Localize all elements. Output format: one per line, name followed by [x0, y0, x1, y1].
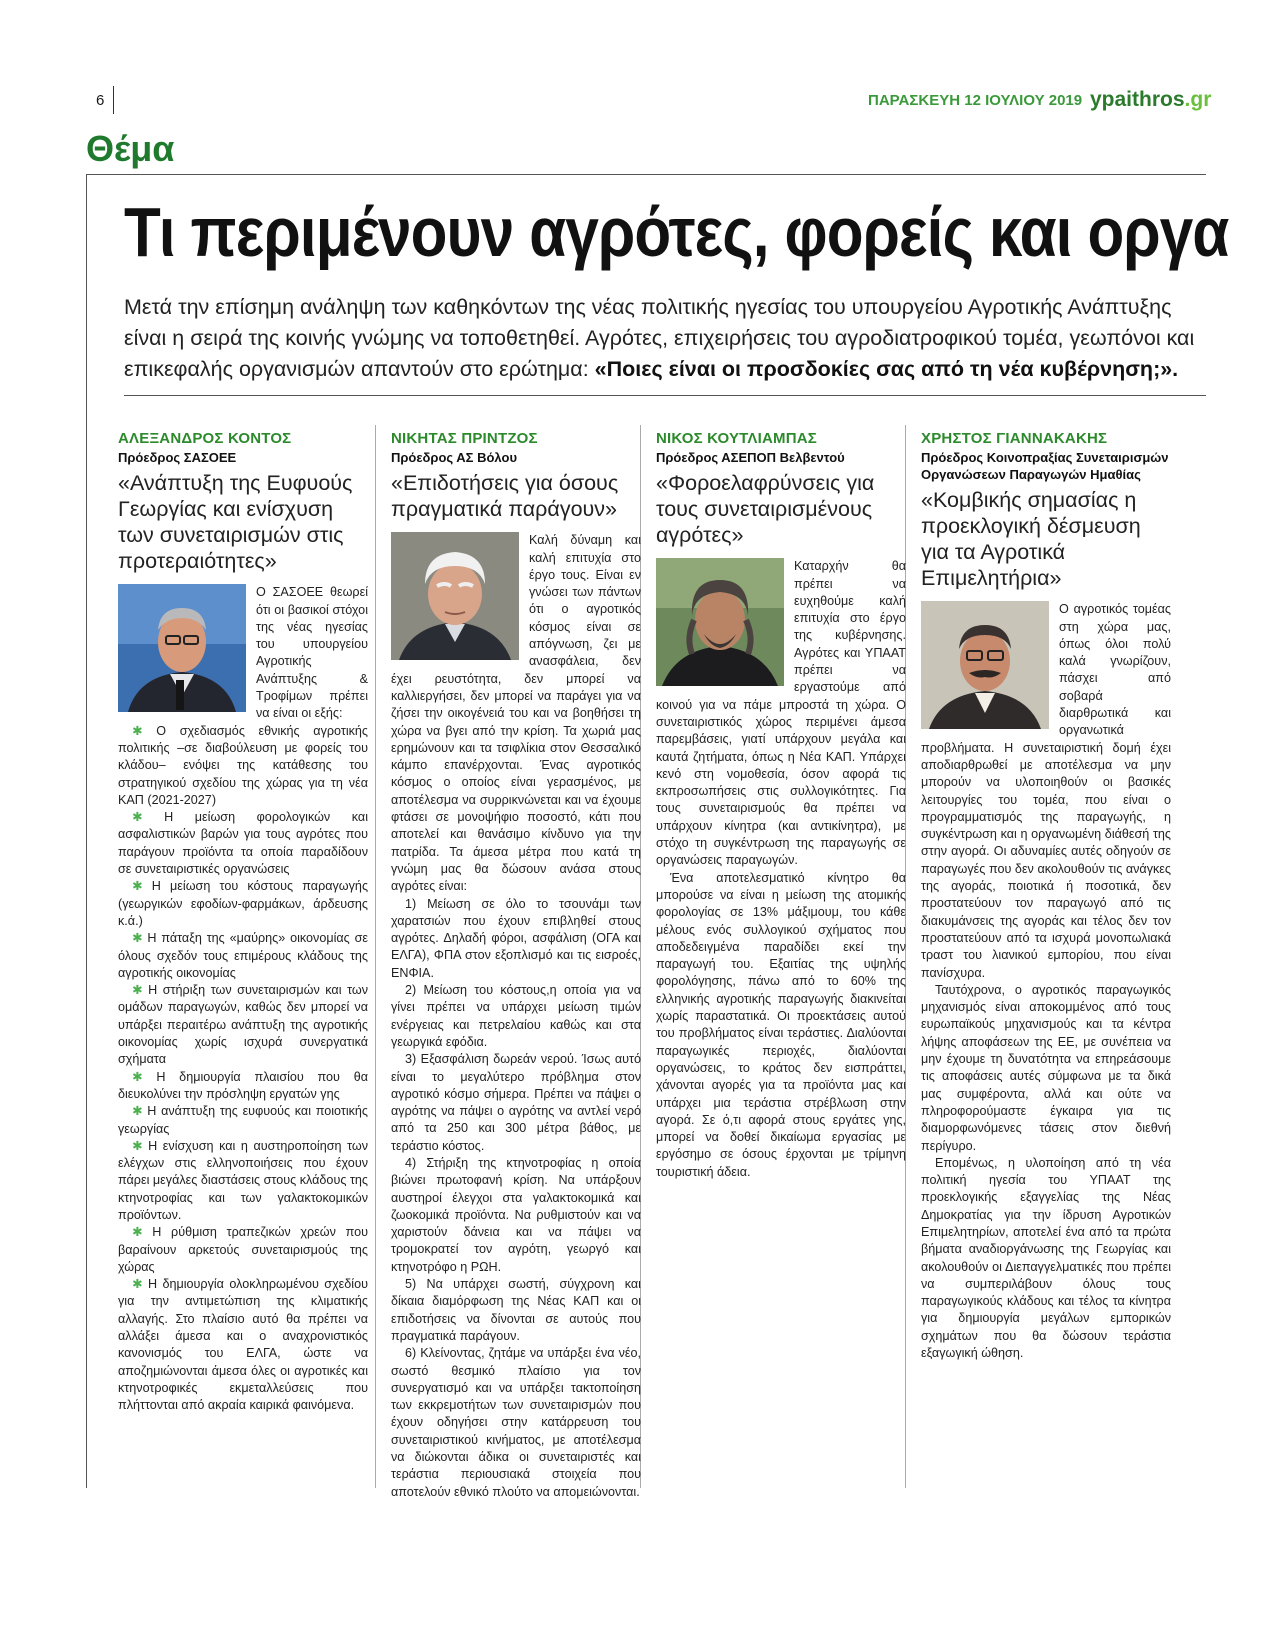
author-role: Πρόεδρος ΑΣ Βόλου — [391, 450, 518, 466]
article-body — [921, 601, 1171, 1362]
article-body — [118, 584, 368, 1414]
list-item: ✱ Η ανάπτυξη της ευφυούς και ποιοτικής γεωργίας — [118, 1104, 368, 1136]
list-item: ✱ Η ρύθμιση τραπεζικών χρεών που βαραίνουν αρκετούς συνεταιρισμούς της χώρας — [118, 1225, 369, 1274]
bullet-icon: ✱ — [132, 723, 143, 738]
paragraph: 6) Κλείνοντας, ζητάμε να υπάρξει ένα νέο, σωστό θεσμικό πλαίσιο για τον συνεργατισμό και να υπάρξει τακτοποίηση των εκκρεμοτήτων των συνεταιρισμών που έχουν οδηγήσει στην κατάρρευση του συνεταιριστικού κινήματος, με αποτέλεσμα να διώκονται άδικα οι συνεταιριστές και τεράστια περιουσιακά στοιχεία που αποτελούν εθνικό πλούτο να απομειώνονται. — [391, 1346, 641, 1499]
section-title: Θέμα — [86, 128, 175, 169]
paragraph: 5) Να υπάρχει σωστή, σύγχρονη και δίκαια διαμόρφωση της Νέας ΚΑΠ και οι επιδοτήσεις να δίνονται σε αυτούς που πραγματικά παράγουν. — [391, 1277, 641, 1343]
author-name: ΑΛΕΞΑΝΔΡΟΣ ΚΟΝΤΟΣ — [118, 430, 292, 447]
author-name: ΧΡΗΣΤΟΣ ΓΙΑΝΝΑΚΑΚΗΣ — [921, 430, 1108, 447]
list-item: ✱ Η δημιουργία ολοκληρωμένου σχεδίου για την αντιμετώπιση της κλιματικής αλλαγής. Στο πλαίσιο αυτό θα πρέπει να αλλάξει άμεσα και ο αναχρονιστικός κανονισμός του ΕΛΓΑ, ώστε να αποζημιώνονται άμεσα όλες οι αγροτικές και κτηνοτροφικές εκμεταλλεύσεις που πλήττονται από ακραία καιρικά φαινόμενα. — [118, 1277, 368, 1413]
paragraph: Ταυτόχρονα, ο αγροτικός παραγωγικός μηχανισμός είναι αποκομμένος από τους ευρωπαϊκούς μηχανισμούς και τα κέντρα λήψης αποφάσεων της ΕΕ, με συνέπεια να μην έχουμε τη δυνατότητα να επηρεάσουμε τις αποφάσεις αυτές σύμφωνα με τα δικά μας συμφέροντα, αλλά και ούτε να πληροφορούμαστε έγκαιρα για τις διαμορφωνόμενες τάσεις στον διεθνή περίγυρο. — [921, 982, 1171, 1153]
lead-text: Μετά την επίσημη ανάληψη των καθηκόντων της νέας πολιτικής ηγεσίας του υπουργείου Αγροτικής Ανάπτυξης είναι η σειρά της κοινής γνώμης να τοποθετηθεί. Αγρότες, επιχειρήσεις του αγροδιατροφικού τομέα, γεωπόνοι και επικεφαλής οργανισμών απαντούν στο ερώτημα: — [124, 295, 1195, 381]
column-kontos — [118, 430, 368, 1415]
paragraph: 1) Μείωση σε όλο το τσουνάμι των χαρατσιών που έχουν επιβληθεί στους αγρότες. Δηλαδή φόροι, ασφάλιση (ΟΓΑ και ΕΛΓΑ), ΦΠΑ στον εξοπλισμό και τις εισροές, ΕΝΦΙΑ. — [391, 896, 641, 980]
column-printzos — [391, 430, 641, 1501]
paragraph: 4) Στήριξη της κτηνοτροφίας η οποία βιώνει πρωτοφανή κρίση. Να υπάρξουν αυστηροί έλεγχοι στα γαλακτοκομικά και ζωοκομικά προϊόντα. Να ρυθμιστούν και να χαριστούν δάνεια και να πάψει να τρομοκρατεί τον αγρότη, γεωργό και κτηνοτρόφο η ΡΩΗ. — [391, 1155, 641, 1274]
lead-rule — [124, 395, 1206, 396]
author-name: ΝΙΚΟΣ ΚΟΥΤΛΙΑΜΠΑΣ — [656, 430, 817, 447]
author-name: ΝΙΚΗΤΑΣ ΠΡΙΝΤΖΟΣ — [391, 430, 538, 447]
column-separator — [375, 425, 376, 1488]
paragraph: Καλή δύναμη και καλή επιτυχία στο έργο τους. Είναι εν γνώσει των πάντων ότι ο αγροτικός κόσμος είναι σε απόγνωση, ζει με ανασφάλεια, δεν έχει ρευστότητα, δεν μπορεί να καλλιεργήσει, δεν μπορεί να παράγει για να ζήσει την οικογένειά του και να βοηθήσει τη χώρα να βγει από την κρίση. Τα χωριά μας ερημώνουν και τα τσιφλίκια στον Θεσσαλικό κάμπο επανέρχονται. Ένας αγροτικός κόσμος ο οποίος είναι γερασμένος, με αποτέλεσμα να συρρικνώνεται και να έχουμε φτάσει σε μονοψήφιο ποσοστό, κάτι που αποτελεί και θανάσιμο κίνδυνο για την πατρίδα. Τα άμεσα μέτρα που κατά τη γνώμη μας θα δώσουν ανάσα στους αγρότες είναι: — [391, 533, 641, 894]
list-item: ✱ Η πάταξη της «μαύρης» οικονομίας σε όλους σχεδόν τους επιμέρους κλάδους της αγροτικής οικονομίας — [118, 931, 368, 980]
bullet-icon: ✱ — [132, 931, 143, 946]
paragraph: Καταρχήν θα πρέπει να ευχηθούμε καλή επιτυχία στο έργο της κυβέρνησης. Αγρότες και ΥΠΑΑΤ πρέπει να εργαστούμε από κοινού για να πάμε μπροστά τη χώρα. Ο συνεταιριστικός χώρος περιμένει άμεσα παρεμβάσεις, γιατί υπάρχουν μεγάλα και καυτά ζητήματα, όπως η Νέα ΚΑΠ. Υπάρχει κενό στη νομοθεσία, όσον αφορά τις εκπροσωπήσεις στις συλλογικότητες. Για τους συνεταιρισμούς θα πρέπει να υπάρχουν κίνητρα (και αντικίνητρα), με στόχο τη συγκέντρωση της παραγωγής σε οργανώσεις παραγωγών. — [656, 559, 906, 868]
bullet-icon: ✱ — [132, 879, 143, 894]
site-logo[interactable] — [1090, 88, 1211, 112]
bullet-icon: ✱ — [132, 810, 143, 825]
paragraph: 2) Μείωση του κόστους,η οποία για να γίνει πρέπει να υπάρχει μείωση τιμών ενέργειας και πετρελαίου καθώς και στα γεωργικά εφόδια. — [391, 983, 641, 1049]
paragraph: Επομένως, η υλοποίηση από τη νέα πολιτική ηγεσία του ΥΠΑΑΤ της προεκλογικής εξαγγελίας της Νέας Δημοκρατίας για την ίδρυση Αγροτικών Επιμελητηρίων, αποτελεί ένα από τα πρώτα βήματα αναδιοργάνωσης της Γεωργίας και ακολουθούν οι Διεπαγγελματικές που πρέπει να συμπεριλάβουν όλους τους παραγωγικούς κλάδους και τέλος τα κίνητρα για δημιουργία μεγάλων εμπορικών σχημάτων που θα δώσουν τεράστια εξαγωγική ώθηση. — [921, 1155, 1171, 1361]
article-body — [391, 532, 641, 1501]
list-item: ✱ Η δημιουργία πλαισίου που θα διευκολύνει την πρόσληψη εργατών γης — [118, 1069, 368, 1101]
article-body — [656, 558, 906, 1181]
list-item: ✱ Η στήριξη των συνεταιρισμών και των ομάδων παραγωγών, καθώς δεν μπορεί να υπάρξει περαιτέρω ανάπτυξη της αγροτικής οικονομίας χωρίς ισχυρά συνεργατικά σχήματα — [118, 983, 368, 1067]
author-photo — [118, 584, 246, 712]
header-divider — [113, 86, 114, 114]
bullet-icon: ✱ — [132, 983, 143, 998]
pull-quote: «Κομβικής σημασίας η προεκλογική δέσμευση για τα Αγροτικά Επιμελητήρια» — [921, 488, 1141, 591]
author-photo — [391, 532, 519, 660]
paragraph: 3) Εξασφάλιση δωρεάν νερού. Ίσως αυτό είναι το μεγαλύτερο πρόβλημα στον αγροτικό κόσμο σήμερα. Πρέπει να πάψει ο αγρότης να πάψει ο αγρότης να αντλεί νερό από τα 250 και 300 μέτρα βάθος, με τεράστιο κόστος. — [391, 1052, 641, 1153]
author-role: Πρόεδρος Κοινοπραξίας Συνεταιρισμών Οργανώσεων Παραγωγών Ημαθίας — [921, 450, 1169, 483]
lead-paragraph — [124, 292, 1212, 385]
bullet-icon: ✱ — [132, 1104, 143, 1119]
left-rule — [86, 174, 87, 1488]
issue-date: ΠΑΡΑΣΚΕΥΗ 12 ΙΟΥΛΙΟΥ 2019 — [868, 92, 1083, 109]
page-number: 6 — [96, 92, 105, 109]
logo-tld: .gr — [1184, 88, 1212, 111]
list-item: ✱ Η μείωση φορολογικών και ασφαλιστικών βαρών για τους αγρότες που παράγουν προϊόντα τα οποία παραδίδουν σε συνεταιριστικές οργανώσεις — [118, 810, 369, 877]
bullet-icon: ✱ — [132, 1277, 143, 1292]
column-koutliampas — [656, 430, 906, 1181]
headline: Τι περιμένουν αγρότες, φορείς και οργα — [124, 193, 1229, 271]
column-giannakakis — [921, 430, 1171, 1362]
author-photo — [656, 558, 784, 686]
top-rule — [86, 174, 1206, 175]
paragraph: Ο αγροτικός τομέας στη χώρα μας, όπως όλοι πολύ καλά γνωρίζουν, πάσχει από σοβαρά διαρθρωτικά και οργανωτικά προβλήματα. Η συνεταιριστική δομή έχει αποδιαρθρωθεί με αποτέλεσμα να μην μπορούν να υλοποιηθούν οι βασικές λειτουργίες του τομέα, που είναι ο προγραμματισμός της παραγωγής, η συγκέντρωση και η οργανωμένη διάθεσή της στην αγορά. Οι αδυναμίες αυτές οδηγούν σε παραγωγές που δεν ακολουθούν τις ανάγκες της αγοράς, ποιοτικά ή ποσοτικά, δεν προστατεύουν τον παραγωγό από τις διακυμάνσεις της αγοράς και τέλος δεν τον προστατεύουν από τα ισχυρά μονοπωλιακά τραστ του λιανικού εμπορίου, που είναι πανίσχυρα. — [921, 602, 1171, 980]
pull-quote: «Ανάπτυξη της Ευφυούς Γεωργίας και ενίσχυση των συνεταιρισμών στις προτεραιότητες» — [118, 471, 353, 574]
list-item: ✱ Ο σχεδιασμός εθνικής αγροτικής πολιτικής –σε διαβούλευση με φορείς του κλάδου– ενόψει της κατάθεσης του στρατηγικού σχεδίου της χώρας για τη νέα ΚΑΠ (2021-2027) — [118, 723, 369, 807]
list-item: ✱ Η ενίσχυση και η αυστηροποίηση των ελέγχων στις ελληνοποιήσεις που έχουν πάρει μεγάλες διαστάσεις στους κλάδους της κτηνοτροφίας και των γαλακτοκομικών προϊόντων. — [118, 1138, 369, 1222]
bullet-icon: ✱ — [132, 1069, 143, 1084]
pull-quote: «Επιδοτήσεις για όσους πραγματικά παράγουν» — [391, 471, 619, 522]
pull-quote: «Φοροελαφρύνσεις για τους συνεταιρισμένους αγρότες» — [656, 471, 875, 548]
author-role: Πρόεδρος ΑΣΕΠΟΠ Βελβεντού — [656, 450, 845, 466]
lead-question: «Ποιες είναι οι προσδοκίες σας από τη νέα κυβέρνηση;». — [594, 357, 1179, 381]
logo-text: ypaithros — [1090, 88, 1185, 111]
bullet-icon: ✱ — [132, 1225, 143, 1240]
paragraph: Ένα αποτελεσματικό κίνητρο θα μπορούσε να είναι η μείωση της ατομικής φορολογίας σε 13% μάξιμουμ, του κάθε μέλους ενός συλλογικού σχήματος που αποδεδειγμένα παραδίδει εκεί την παραγωγή του. Εξαιτίας της υψηλής φορολόγησης, πάνω από το 60% της ελληνικής αγροτικής παραγωγής διακινείται χωρίς παραστατικά. Οι προεκτάσεις αυτού του προβλήματος είναι τεράστιες. Διαλύονται παραγωγικές περιοχές, διαλύονται οργανώσεις, το κράτος δεν εισπράττει, χάνονται αγορές για τα προϊόντα μας και υπάρχει μια τεράστια στρέβλωση στην αγορά. Σε ό,τι αφορά στους εργάτες γης, μπορεί να δοθεί δικαίωμα εργασίας με εργόσημο σε όσους έρχονται με τρίμηνη τουριστική άδεια. — [656, 870, 906, 1179]
bullet-icon: ✱ — [132, 1138, 143, 1153]
author-role: Πρόεδρος ΣΑΣΟΕΕ — [118, 450, 237, 466]
author-photo — [921, 601, 1049, 729]
list-item: ✱ Η μείωση του κόστους παραγωγής (γεωργικών εφοδίων-φαρμάκων, άρδευσης κ.ά.) — [118, 879, 369, 928]
intro-paragraph: Ο ΣΑΣΟΕΕ θεωρεί ότι οι βασικοί στόχοι της νέας ηγεσίας του υπουργείου Αγροτικής Ανάπτυξης & Τροφίμων πρέπει να είναι οι εξής: — [256, 585, 368, 721]
